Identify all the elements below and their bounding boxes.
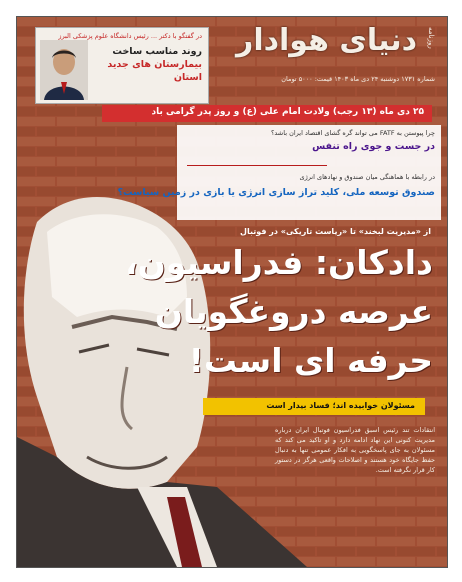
story-1-headline: در جست و جوی راه تنفس	[312, 141, 435, 152]
subhead-text: مسئولان خوابیده اند؛ فساد بیدار است	[266, 401, 415, 410]
portrait-headline	[84, 46, 202, 84]
portrait-story	[35, 27, 209, 104]
story-1-kicker: چرا پیوستن به FATF می تواند گره گشای اقتصاد ایران باشد؟	[270, 129, 435, 137]
occasion-banner-text: ۲۵ دی ماه (۱۳ رجب) ولادت امام علی (ع) و روز پدر گرامی باد	[151, 107, 424, 117]
story-2-headline: صندوق توسعه ملی، کلید تراز سازی انرژی یا بازی در زمین سیاست؟	[117, 187, 435, 198]
portrait-kicker: در گفتگو با دکتر ... رئیس دانشگاه علوم پزشکی البرز	[58, 32, 202, 40]
story-2-kicker: در رابطه با هماهنگی میان صندوق و نهادهای انرژی	[299, 173, 435, 181]
portrait-headline-line1: روند مناسب ساخت	[112, 46, 202, 57]
avatar	[40, 40, 88, 100]
main-headline-line1: دادکان: فدراسیون،	[125, 243, 433, 282]
subhead-box	[203, 398, 425, 415]
main-headline-line2: عرصه دروغگویان	[154, 292, 433, 331]
issue-info: شماره ۱۷۳۱ دوشنبه ۲۴ دی ماه ۱۴۰۳ قیمت: ۵۰۰۰ تومان	[281, 75, 435, 83]
story-divider	[187, 165, 327, 166]
portrait-headline-line2: بیمارستان های جدید استان	[107, 58, 202, 83]
secondary-stories	[117, 125, 441, 220]
main-kicker: از «مدیریت لبخند» تا «ریاست تاریکی» در فوتبال	[240, 227, 431, 236]
magazine-cover	[16, 16, 448, 568]
main-headline-line3: حرفه ای است!	[188, 341, 433, 380]
newspaper-logo: دنیای هوادار	[236, 23, 417, 58]
occasion-banner	[102, 105, 432, 122]
story-summary-text: انتقادات تند رئیس اسبق فدراسیون فوتبال ایران درباره مدیریت کنونی این نهاد ادامه دارد و او تاکید می کند که مسئولان به جای پاسخگویی به افکار عمومی تنها به دنبال حفظ جایگاه خود هستند و اصلاحات واقعی هرگز در دستور کار قرار نگرفته است.	[275, 426, 435, 475]
logo-kicker: روزنامه	[427, 27, 435, 49]
story-summary	[275, 425, 435, 545]
